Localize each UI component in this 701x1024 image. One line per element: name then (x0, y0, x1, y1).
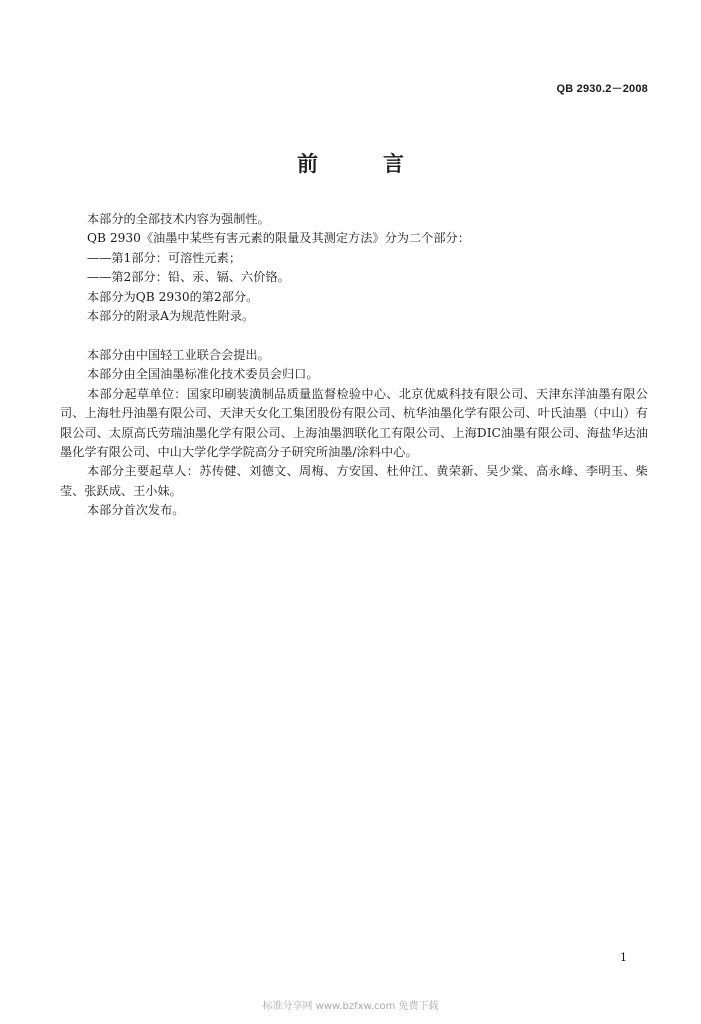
paragraph-appendix: 本部分的附录A为规范性附录。 (87, 309, 255, 324)
foreword-section-1 (60, 210, 648, 326)
paragraph-part-1: ——第1部分：可溶性元素； (87, 250, 242, 265)
page-number: 1 (620, 951, 627, 964)
paragraph-proposed-by: 本部分由中国轻工业联合会提出。 (87, 348, 270, 362)
paragraph-centralized-by: 本部分由全国油墨标准化技术委员会归口。 (87, 367, 319, 382)
foreword-section-2 (60, 346, 648, 521)
paragraph-this-part: 本部分为QB 2930的第2部分。 (87, 289, 259, 304)
paragraph-part-2: ——第2部分：铅、汞、镉、六价铬。 (87, 270, 290, 285)
paragraph-drafters: 本部分主要起草人：苏传健、刘德文、周梅、方安国、杜仲江、黄荣新、吴少棠、高永峰、李明玉、柴莹、张跃成、王小妹。 (60, 464, 648, 498)
paragraph-first-release: 本部分首次发布。 (87, 503, 185, 518)
standard-code: QB 2930.2－2008 (556, 83, 648, 95)
paragraph-parts-intro: QB 2930《油墨中某些有害元素的限量及其测定方法》分为二个部分： (87, 231, 470, 246)
page-title: 前 言 (297, 152, 426, 176)
paragraph-drafting-units: 本部分起草单位：国家印刷装潢制品质量监督检验中心、北京优威科技有限公司、天津东洋油墨有限公司、上海牡丹油墨有限公司、天津天女化工集团股份有限公司、杭华油墨化学有限公司、叶氏油墨（中山）有限公司、太原高氏劳瑞油墨化学有限公司、上海油墨泗联化工有限公司、上海DIC油墨有限公司、海盐华达油墨化学有限公司、中山大学化学学院高分子研究所油墨/涂料中心。 (60, 386, 648, 460)
watermark: 标准分享网 www.bzfxw.com 免费下载 (262, 1001, 439, 1012)
paragraph-mandatory: 本部分的全部技术内容为强制性。 (87, 212, 270, 226)
